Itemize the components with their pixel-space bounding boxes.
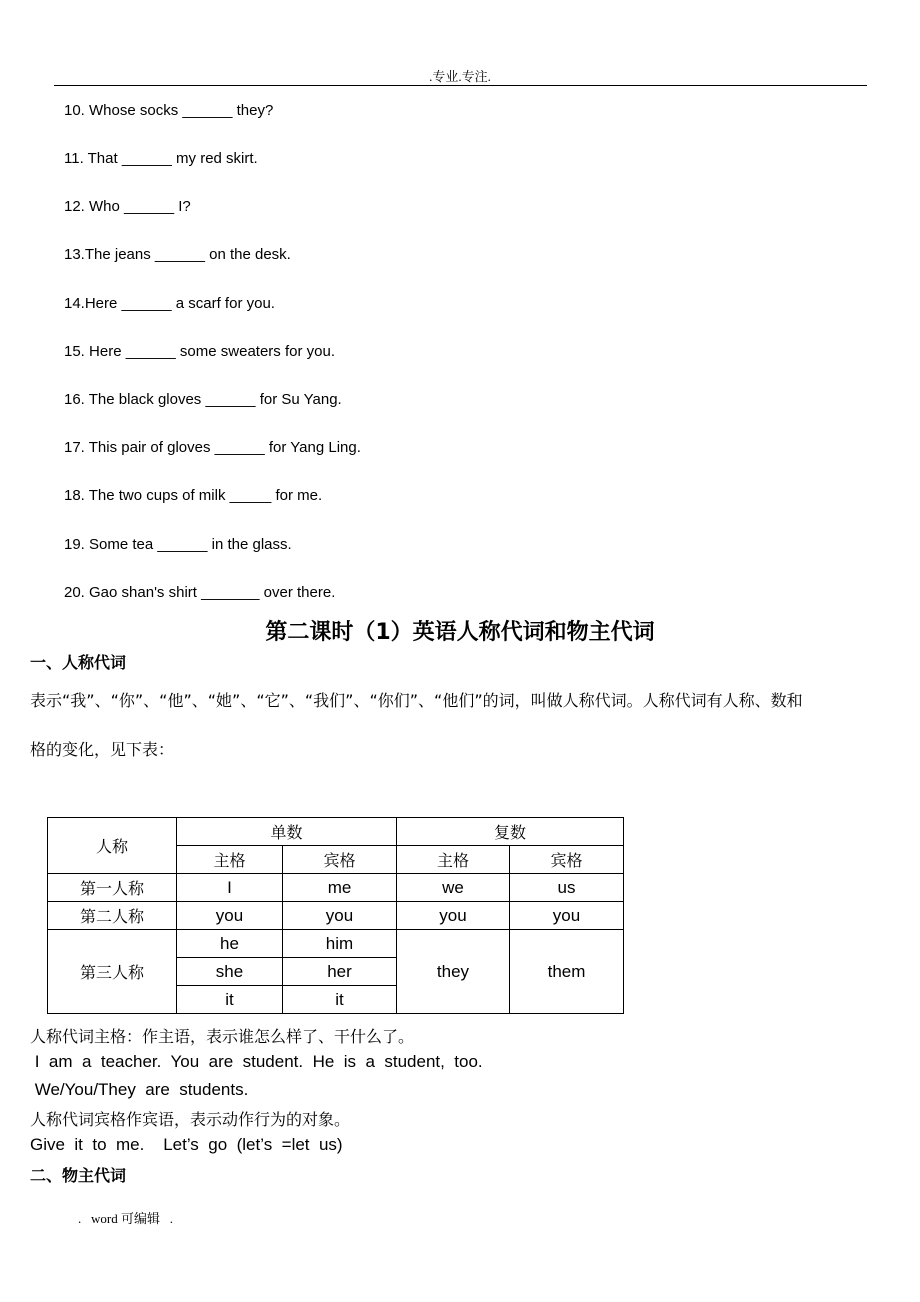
cell: it <box>283 986 397 1014</box>
cell: he <box>177 930 283 958</box>
question-13: 13.The jeans ______ on the desk. <box>64 246 291 263</box>
pronoun-table <box>47 817 624 1014</box>
cell: we <box>397 874 510 902</box>
header-plural-subject: 主格 <box>397 846 510 874</box>
example-sentence-3: Give it to me. Let’s go (let’s =let us) <box>30 1135 343 1154</box>
cell: you <box>510 902 624 930</box>
table-row <box>48 902 624 930</box>
table-row <box>48 874 624 902</box>
intro-line-2: 格的变化，见下表： <box>30 740 175 759</box>
row-label-third-person: 第三人称 <box>48 930 177 1014</box>
header-singular: 单数 <box>177 818 397 846</box>
subject-case-note: 人称代词主格：作主语，表示谁怎么样了、干什么了。 <box>30 1027 415 1046</box>
row-label-first-person: 第一人称 <box>48 874 177 902</box>
cell: it <box>177 986 283 1014</box>
row-label-second-person: 第二人称 <box>48 902 177 930</box>
question-12: 12. Who ______ I? <box>64 198 191 215</box>
cell: her <box>283 958 397 986</box>
question-10: 10. Whose socks ______ they? <box>64 102 274 119</box>
cell: they <box>397 930 510 1014</box>
question-19: 19. Some tea ______ in the glass. <box>64 536 292 553</box>
cell: you <box>283 902 397 930</box>
header-plural: 复数 <box>397 818 624 846</box>
example-sentence-2: We/You/They are students. <box>30 1080 249 1099</box>
cell: I <box>177 874 283 902</box>
intro-line-1: 表示“我”、“你”、“他”、“她”、“它”、“我们”、“你们”、“他们”的词，叫做人称代词。人称代词有人称、数和 <box>30 691 803 710</box>
cell: him <box>283 930 397 958</box>
lesson-title: 第二课时（1）英语人称代词和物主代词 <box>265 620 655 645</box>
question-17: 17. This pair of gloves ______ for Yang Ling. <box>64 439 361 456</box>
cell: she <box>177 958 283 986</box>
header-singular-object: 宾格 <box>283 846 397 874</box>
question-18: 18. The two cups of milk _____ for me. <box>64 487 323 504</box>
header-plural-object: 宾格 <box>510 846 624 874</box>
cell: them <box>510 930 624 1014</box>
table-row <box>48 930 624 958</box>
cell: you <box>177 902 283 930</box>
example-sentence-1: I am a teacher. You are student. He is a student, too. <box>30 1052 483 1071</box>
header-person: 人称 <box>48 818 177 874</box>
question-14: 14.Here ______ a scarf for you. <box>64 295 275 312</box>
section-heading-possessive-pronouns: 二、物主代词 <box>30 1166 127 1185</box>
cell: me <box>283 874 397 902</box>
page-header: .专业.专注. <box>429 69 491 84</box>
cell: us <box>510 874 624 902</box>
question-20: 20. Gao shan's shirt _______ over there. <box>64 584 336 601</box>
cell: you <box>397 902 510 930</box>
page-footer: . word 可编辑 . <box>78 1211 173 1226</box>
header-rule <box>54 85 867 86</box>
section-heading-personal-pronouns: 一、人称代词 <box>30 653 127 672</box>
question-15: 15. Here ______ some sweaters for you. <box>64 343 335 360</box>
question-16: 16. The black gloves ______ for Su Yang. <box>64 391 342 408</box>
object-case-note: 人称代词宾格作宾语，表示动作行为的对象。 <box>30 1110 351 1129</box>
header-singular-subject: 主格 <box>177 846 283 874</box>
question-11: 11. That ______ my red skirt. <box>64 150 258 167</box>
